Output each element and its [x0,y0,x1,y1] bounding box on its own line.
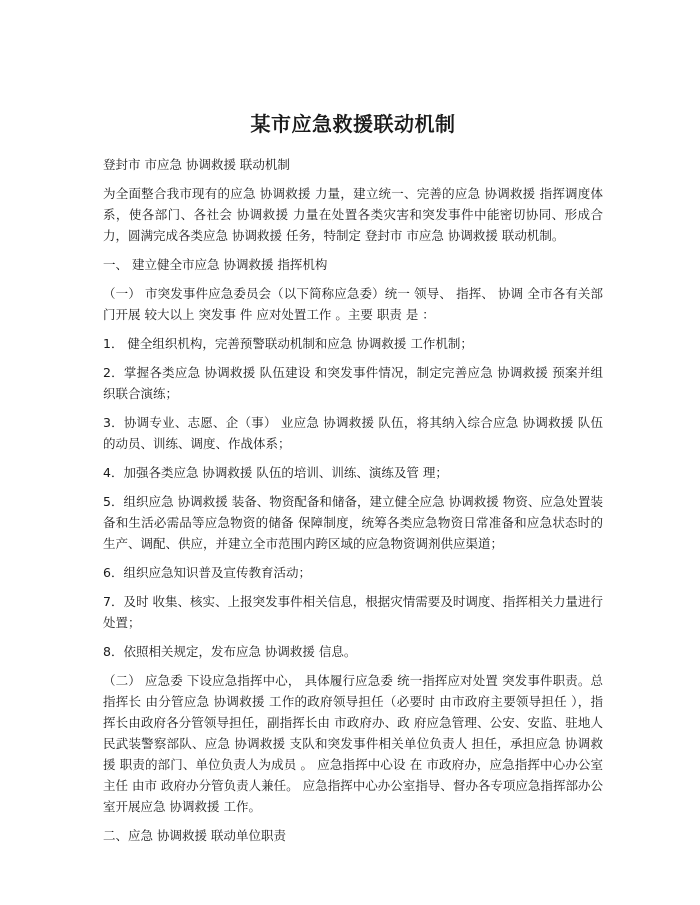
list-item-6: 6．组织应急知识普及宣传教育活动； [103,565,311,580]
document-title: 某市应急救援联动机制 [250,112,456,136]
subsection-paragraph-1: （一） 市突发事件应急委员会（以下简称应急委）统一 领导、 指挥、 协调 全市各有关部门开展 较大以上 突发事 件 应对处置工作 。主要 职责 是 ： [103,286,603,322]
list-item-1: 1． 健全组织机构，完善预警联动机制和应急 协调救援 工作机制； [103,336,473,351]
intro-paragraph: 为全面整合我市现有的应急 协调救援 力量，建立统一、完善的应急 协调救援 指挥调度体系，使各部门、各社会 协调救援 力量在处置各类灾害和突发事件中能密切协同、形成合力，圆满完成各类应急 协调救援 任务，特制定 登封市 市应急 协调救援 联动机制。 [103,186,603,243]
subsection-paragraph-2: （二） 应急委 下设应急指挥中心， 具体履行应急委 统一指挥应对处置 突发事件职责。总指挥长 由分管应急 协调救援 工作的政府领导担任（必要时 由市政府主要领导担任 ），指挥长由政府各分管领导担任，副指挥长由 市政府办、政 府应急管理、公安、安监、驻地人民武装警察部队、应急 协调救援 支队和突发事件相关单位负责人 担任，承担应急 协调救援 职责的部门、单位负责人为成员 。 应急指挥中心设 在 市政府办，应急指挥中心办公室主任 由市 政府办分管负责人兼任。 应急指挥中心办公室指导、督办各专项应急指挥部办公室开展应急 协调救援 工作。 [103,673,603,814]
section-heading-2: 二、应急 协调救援 联动单位职责 [103,828,286,843]
section-heading-1: 一、 建立健全市应急 协调救援 指挥机构 [103,257,328,272]
list-item-4: 4．加强各类应急 协调救援 队伍的培训、训练、演练及管 理； [103,465,448,480]
list-item-3: 3．协调专业、志愿、企（事） 业应急 协调救援 队伍，将其纳入综合应急 协调救援 队伍的动员、训练、调度、作战体系； [103,415,603,451]
document-page [103,108,603,854]
list-item-7: 7．及时 收集、核实、上报突发事件相关信息，根据灾情需要及时调度、指挥相关力量进行处置； [103,594,603,630]
list-item-2: 2．掌握各类应急 协调救援 队伍建设 和突发事件情况，制定完善应急 协调救援 预案并组织联合演练； [103,365,603,401]
subtitle-paragraph: 登封市 市应急 协调救援 联动机制 [103,157,290,172]
list-item-8: 8．依照相关规定，发布应急 协调救援 信息。 [103,644,357,659]
list-item-5: 5．组织应急 协调救援 装备、物资配备和储备，建立健全应急 协调救援 物资、应急处置装备和生活必需品等应急物资的储备 保障制度，统筹各类应急物资日常准备和应急状态时的生产、调配、供应，并建立全市范围内跨区域的应急物资调剂供应渠道； [103,494,603,551]
